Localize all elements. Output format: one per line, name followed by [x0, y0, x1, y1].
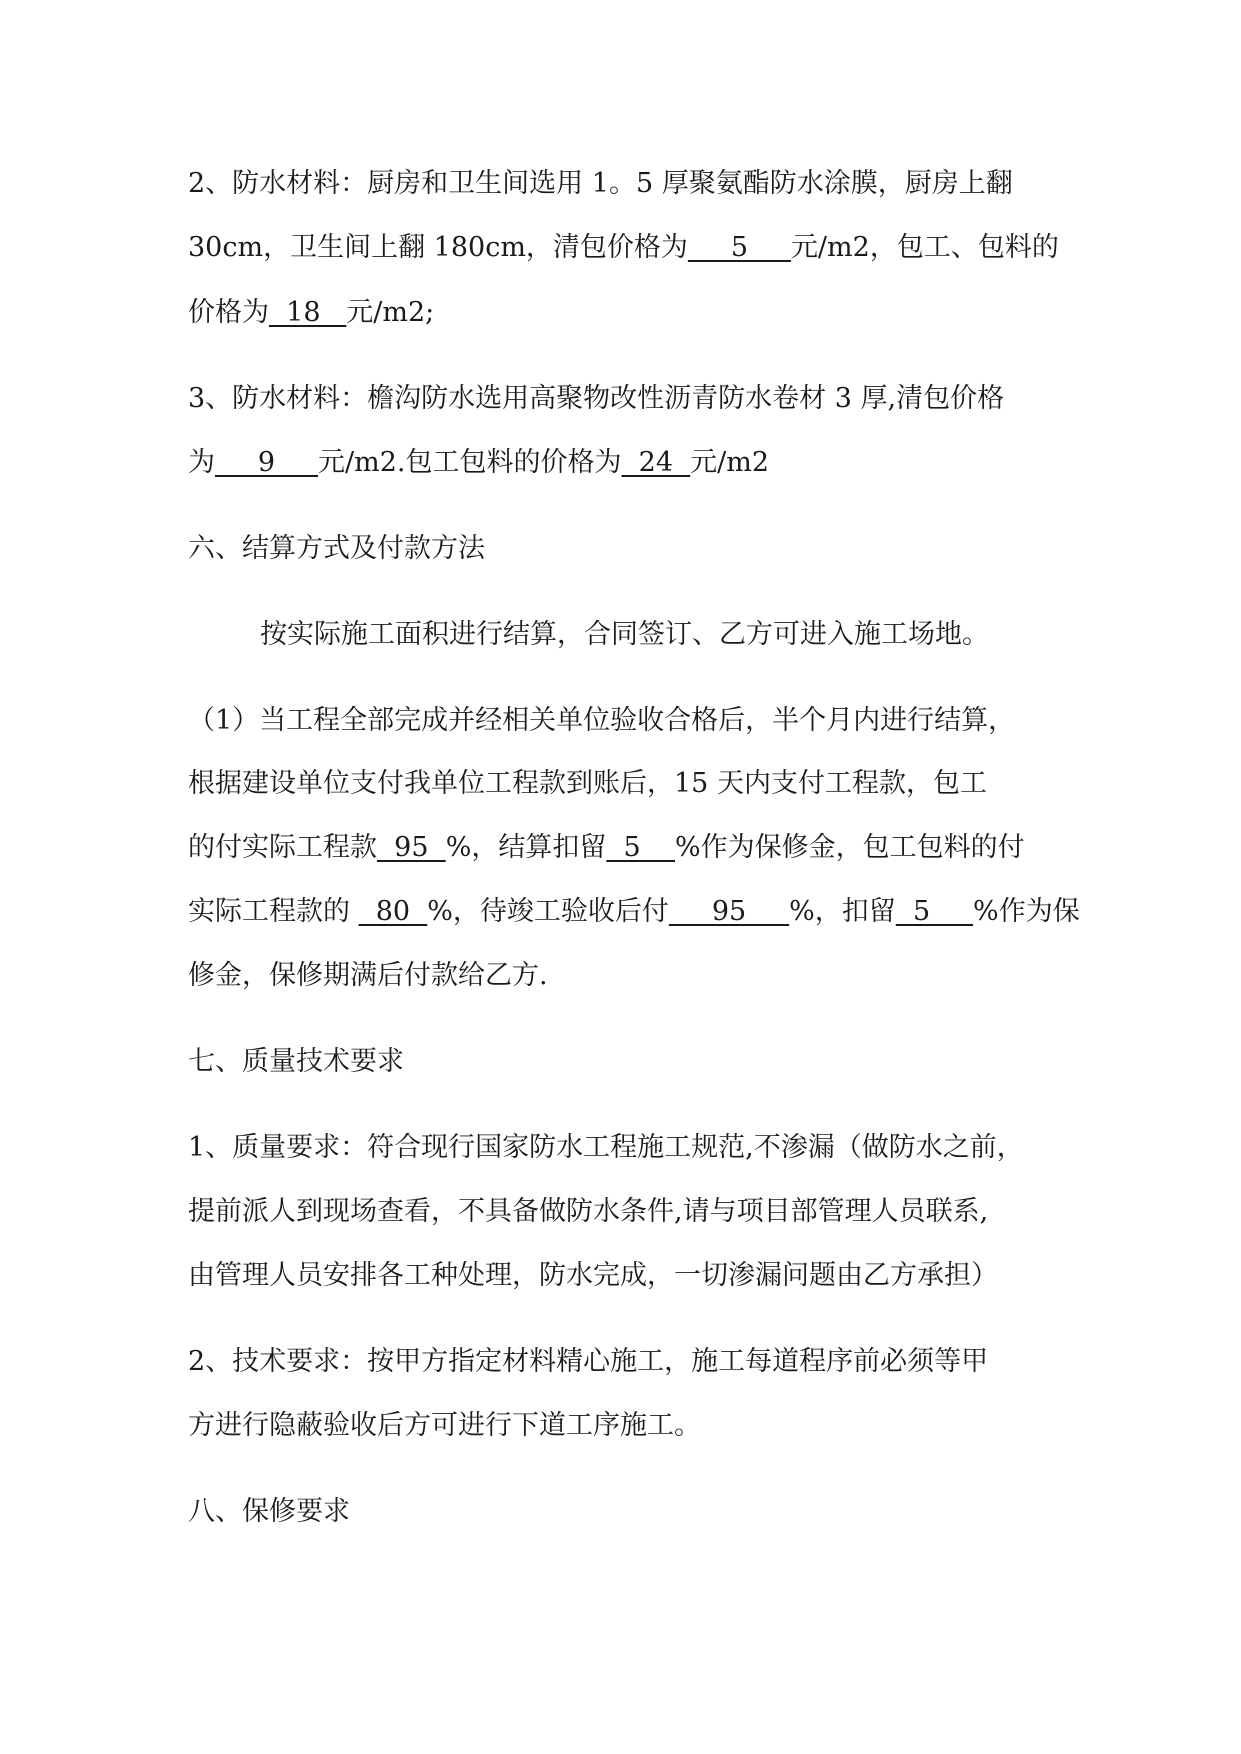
- section7-item1-line1: 1、质量要求：符合现行国家防水工程施工规范,不渗漏（做防水之前，: [188, 1132, 1024, 1163]
- section6-item1-line5: 修金，保修期满后付款给乙方.: [188, 960, 548, 991]
- item2-line3: 价格为 18 元/m2;: [188, 297, 435, 328]
- section6-item1-line4: 实际工程款的 80 %，待竣工验收后付 95 %，扣留 5 %作为保: [188, 896, 1080, 927]
- item3-line1: 3、防水材料：檐沟防水选用高聚物改性沥青防水卷材 3 厚,清包价格: [188, 383, 1005, 414]
- section6-intro: 按实际施工面积进行结算，合同签订、乙方可进入施工场地。: [260, 619, 989, 650]
- price-blank: 5: [687, 232, 791, 263]
- price-blank: 9: [215, 447, 319, 478]
- section8-heading: 八、保修要求: [188, 1496, 350, 1527]
- section7-heading: 七、质量技术要求: [188, 1046, 404, 1077]
- item3-line2: 为 9 元/m2.包工包料的价格为 24 元/m2: [188, 447, 770, 478]
- price-blank: 24: [621, 447, 691, 478]
- percent-blank: 80: [358, 896, 428, 927]
- section6-item1-line2: 根据建设单位支付我单位工程款到账后，15 天内支付工程款，包工: [188, 768, 987, 799]
- section6-heading: 六、结算方式及付款方法: [188, 533, 485, 564]
- percent-blank: 95: [377, 832, 446, 863]
- section7-item1-line3: 由管理人员安排各工种处理，防水完成，一切渗漏问题由乙方承担）: [188, 1260, 998, 1291]
- section6-item1-line3: 的付实际工程款 95 %，结算扣留 5 %作为保修金，包工包料的付: [188, 832, 1025, 863]
- percent-blank: 5: [895, 896, 974, 927]
- percent-blank: 5: [606, 832, 676, 863]
- item2-line2: 30cm，卫生间上翻 180cm，清包价格为 5 元/m2，包工、包料的: [188, 232, 1059, 263]
- section7-item2-line1: 2、技术要求：按甲方指定材料精心施工，施工每道程序前必须等甲: [188, 1346, 989, 1377]
- price-blank: 18: [269, 297, 347, 328]
- section6-item1-line1: （1）当工程全部完成并经相关单位验收合格后，半个月内进行结算，: [188, 705, 1016, 736]
- percent-blank: 95: [668, 896, 790, 927]
- section7-item1-line2: 提前派人到现场查看，不具备做防水条件,请与项目部管理人员联系,: [188, 1196, 989, 1227]
- section7-item2-line2: 方进行隐蔽验收后方可进行下道工序施工。: [188, 1410, 701, 1441]
- item2-line1: 2、防水材料：厨房和卫生间选用 1。5 厚聚氨酯防水涂膜，厨房上翻: [188, 168, 1013, 199]
